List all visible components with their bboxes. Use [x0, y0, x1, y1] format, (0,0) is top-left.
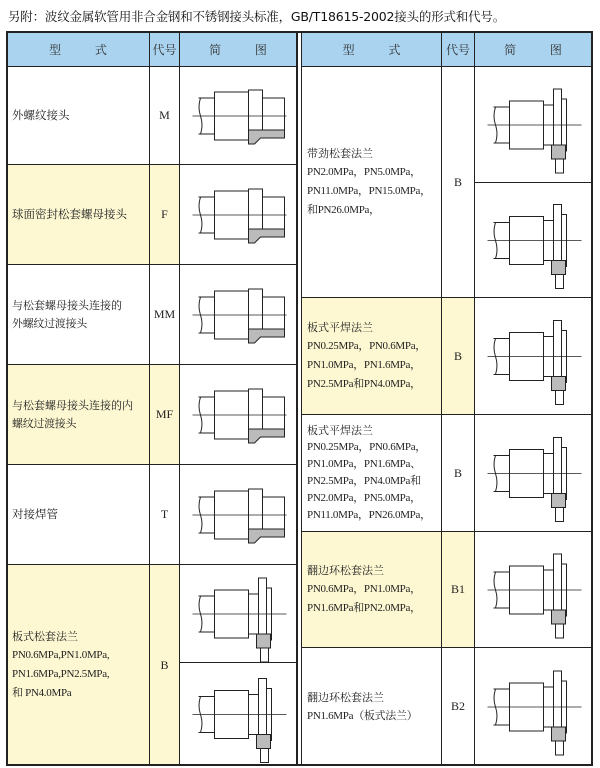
- text-line: MM: [153, 307, 176, 321]
- sketch-cell: [475, 183, 592, 298]
- text-line: B: [453, 174, 462, 189]
- text-line: PN1.0MPa，PN1.6MPa、: [307, 458, 421, 470]
- text-line: PN11.0MPa，PN15.0MPa，: [307, 185, 431, 197]
- text-line: 外螺纹过渡接头: [12, 317, 87, 330]
- sketch-cell: [475, 648, 592, 766]
- flange-sketch: [475, 532, 592, 648]
- text-line: 螺纹过渡接头: [12, 417, 77, 430]
- text-line: PN0.6MPa,PN1.0MPa,: [12, 649, 110, 661]
- code-cell: [442, 298, 475, 415]
- text-line: M: [159, 108, 170, 122]
- text-line: 代号: [445, 42, 470, 57]
- type-cell: [302, 298, 442, 415]
- flange-sketch: [180, 565, 297, 663]
- sketch-cell: [180, 663, 297, 766]
- flange-sketch: [475, 67, 592, 183]
- flange-sketch: [475, 415, 592, 532]
- code-cell: [150, 265, 180, 365]
- text-line: 型 式: [49, 42, 107, 57]
- type-cell: [7, 265, 150, 365]
- type-cell: [302, 67, 442, 298]
- header-code: [442, 32, 475, 67]
- code-cell: [442, 415, 475, 532]
- text-line: PN1.6MPa和PN2.0MPa，: [307, 602, 421, 614]
- text-line: 简 图: [504, 42, 562, 57]
- type-text: [12, 627, 109, 703]
- header-type: [7, 32, 150, 67]
- text-line: PN2.5MPa，PN4.0MPa和: [307, 475, 421, 487]
- sketch-cell: [180, 465, 297, 565]
- type-text: [307, 422, 431, 524]
- type-cell: [7, 465, 150, 565]
- text-line: 和 PN4.0MPa: [12, 687, 72, 699]
- fitting-sketch: [180, 165, 297, 265]
- header-type: [302, 32, 442, 67]
- fitting-sketch: [180, 67, 297, 165]
- header-code: [150, 32, 180, 67]
- text-line: B: [160, 657, 169, 672]
- flange-sketch: [475, 298, 592, 415]
- type-cell: [7, 365, 150, 465]
- text-line: 和PN26.0MPa，: [307, 204, 380, 216]
- type-text: [12, 505, 58, 524]
- type-text: [12, 205, 127, 224]
- text-line: PN0.25MPa，PN0.6MPa，: [307, 340, 426, 352]
- text-line: 外螺纹接头: [12, 108, 70, 122]
- sketch-cell: [180, 265, 297, 365]
- text-line: B2: [450, 699, 465, 713]
- type-cell: [7, 67, 150, 165]
- text-line: PN0.25MPa，PN0.6MPa，: [307, 441, 426, 453]
- text-line: 与松套螺母接头连接的: [12, 298, 122, 312]
- sketch-cell: [475, 298, 592, 415]
- text-line: PN1.0MPa，PN1.6MPa，: [307, 359, 421, 371]
- text-line: 简 图: [209, 42, 267, 57]
- type-text: [12, 396, 133, 434]
- type-cell: [7, 165, 150, 265]
- sketch-cell: [180, 67, 297, 165]
- code-cell: [150, 565, 180, 766]
- code-cell: [150, 365, 180, 465]
- text-line: 代号: [152, 42, 177, 57]
- text-line: MF: [155, 407, 174, 421]
- sketch-cell: [475, 67, 592, 183]
- sketch-cell: [180, 365, 297, 465]
- text-line: PN0.6MPa，PN1.0MPa，: [307, 583, 421, 595]
- type-cell: [302, 648, 442, 766]
- text-line: PN2.0MPa，PN5.0MPa，: [307, 166, 421, 178]
- text-line: 与松套螺母接头连接的内: [12, 398, 133, 412]
- text-line: 型 式: [342, 42, 401, 57]
- text-line: 翻边环松套法兰: [307, 564, 384, 577]
- page-title: 另附：波纹金属软管用非合金钢和不锈钢接头标准，GB/T18615-2002接头的形式和代号。: [8, 9, 505, 24]
- code-cell: [442, 532, 475, 648]
- fitting-sketch: [180, 465, 297, 565]
- text-line: 带劲松套法兰: [307, 147, 373, 160]
- text-line: PN1.6MPa（板式法兰）: [307, 709, 418, 722]
- text-line: PN1.6MPa,PN2.5MPa,: [12, 668, 110, 680]
- fitting-sketch: [180, 265, 297, 365]
- flange-sketch: [180, 663, 297, 766]
- text-line: 翻边环松套法兰: [307, 690, 384, 704]
- text-line: B: [453, 465, 462, 480]
- type-text: [307, 144, 431, 220]
- table-divider: [297, 31, 302, 766]
- text-line: B1: [450, 582, 465, 596]
- sketch-cell: [475, 532, 592, 648]
- text-line: PN11.0MPa，PN26.0MPa，: [307, 509, 431, 521]
- text-line: 板式平焊法兰: [307, 321, 373, 334]
- fitting-sketch: [180, 365, 297, 465]
- text-line: B: [453, 348, 462, 363]
- flange-sketch: [475, 648, 592, 766]
- code-cell: [442, 67, 475, 298]
- type-text: [12, 106, 70, 125]
- type-text: [307, 688, 417, 726]
- text-line: 对接焊管: [12, 507, 58, 521]
- code-cell: [442, 648, 475, 766]
- text-line: T: [160, 507, 169, 521]
- type-cell: [302, 532, 442, 648]
- code-cell: [150, 67, 180, 165]
- type-text: [307, 318, 426, 394]
- code-cell: [150, 465, 180, 565]
- text-line: F: [161, 207, 168, 221]
- text-line: 板式松套法兰: [12, 630, 78, 643]
- sketch-cell: [475, 415, 592, 532]
- type-text: [12, 296, 122, 334]
- text-line: PN2.5MPa和PN4.0MPa，: [307, 378, 421, 390]
- code-cell: [150, 165, 180, 265]
- sketch-cell: [180, 565, 297, 663]
- header-sketch: [180, 32, 297, 67]
- sketch-cell: [180, 165, 297, 265]
- text-line: 板式平焊法兰: [307, 424, 373, 437]
- type-cell: [302, 415, 442, 532]
- flange-sketch: [475, 183, 592, 298]
- type-cell: [7, 565, 150, 766]
- text-line: PN2.0MPa，PN5.0MPa，: [307, 492, 421, 504]
- text-line: 球面密封松套螺母接头: [12, 207, 127, 221]
- type-text: [307, 561, 421, 618]
- header-sketch: [475, 32, 592, 67]
